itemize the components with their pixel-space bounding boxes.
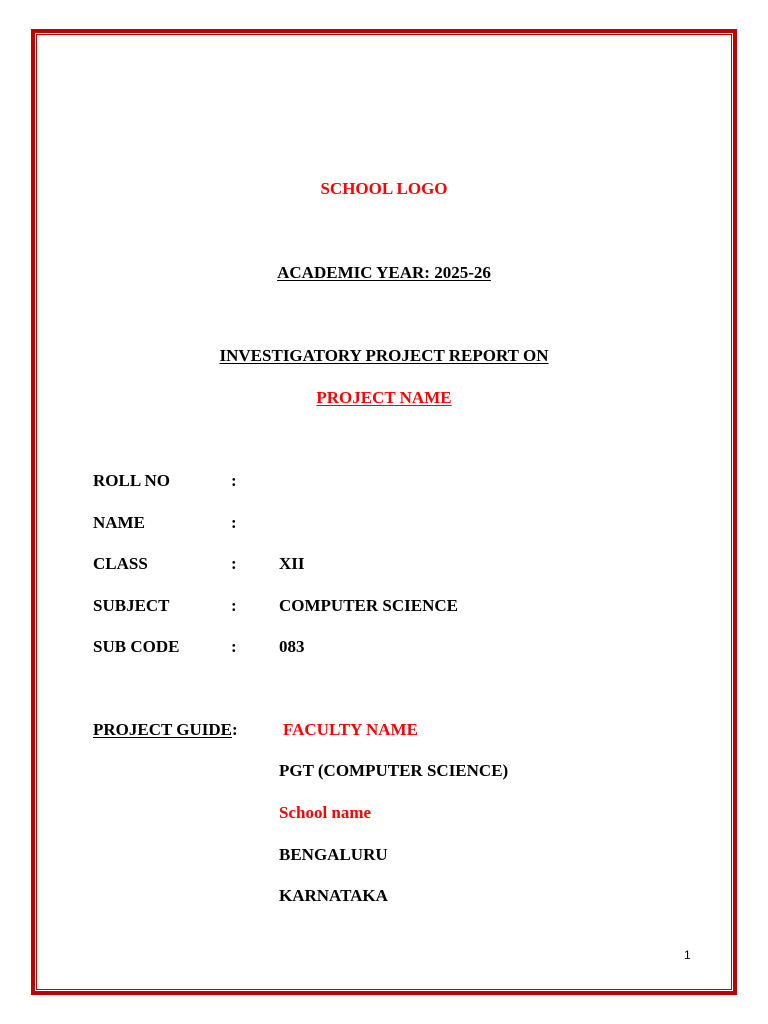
name-colon: : [231,513,237,532]
roll-no-colon: : [231,471,237,490]
school-logo-placeholder: SCHOOL LOGO [320,179,448,198]
school-state: KARNATAKA [279,886,388,905]
roll-no-label: ROLL NO [93,471,170,490]
class-colon: : [231,554,237,573]
project-name: PROJECT NAME [316,388,452,407]
sub-code-label: SUB CODE [93,637,180,656]
school-name: School name [279,803,372,822]
name-label: NAME [93,513,145,532]
school-city: BENGALURU [279,845,388,864]
academic-year: ACADEMIC YEAR: 2025-26 [277,263,491,282]
project-guide-heading [93,720,238,740]
class-label: CLASS [93,554,148,573]
sub-code-colon: : [231,637,237,656]
project-guide-label: PROJECT GUIDE [93,720,233,739]
page-number: 1 [684,948,691,962]
sub-code-value: 083 [279,637,305,656]
subject-label: SUBJECT [93,596,170,615]
report-heading: INVESTIGATORY PROJECT REPORT ON [219,346,549,365]
subject-value: COMPUTER SCIENCE [279,596,458,615]
faculty-designation: PGT (COMPUTER SCIENCE) [279,761,509,780]
class-value: XII [279,554,305,573]
faculty-name: FACULTY NAME [283,720,418,739]
project-guide-colon: : [232,720,238,739]
subject-colon: : [231,596,237,615]
